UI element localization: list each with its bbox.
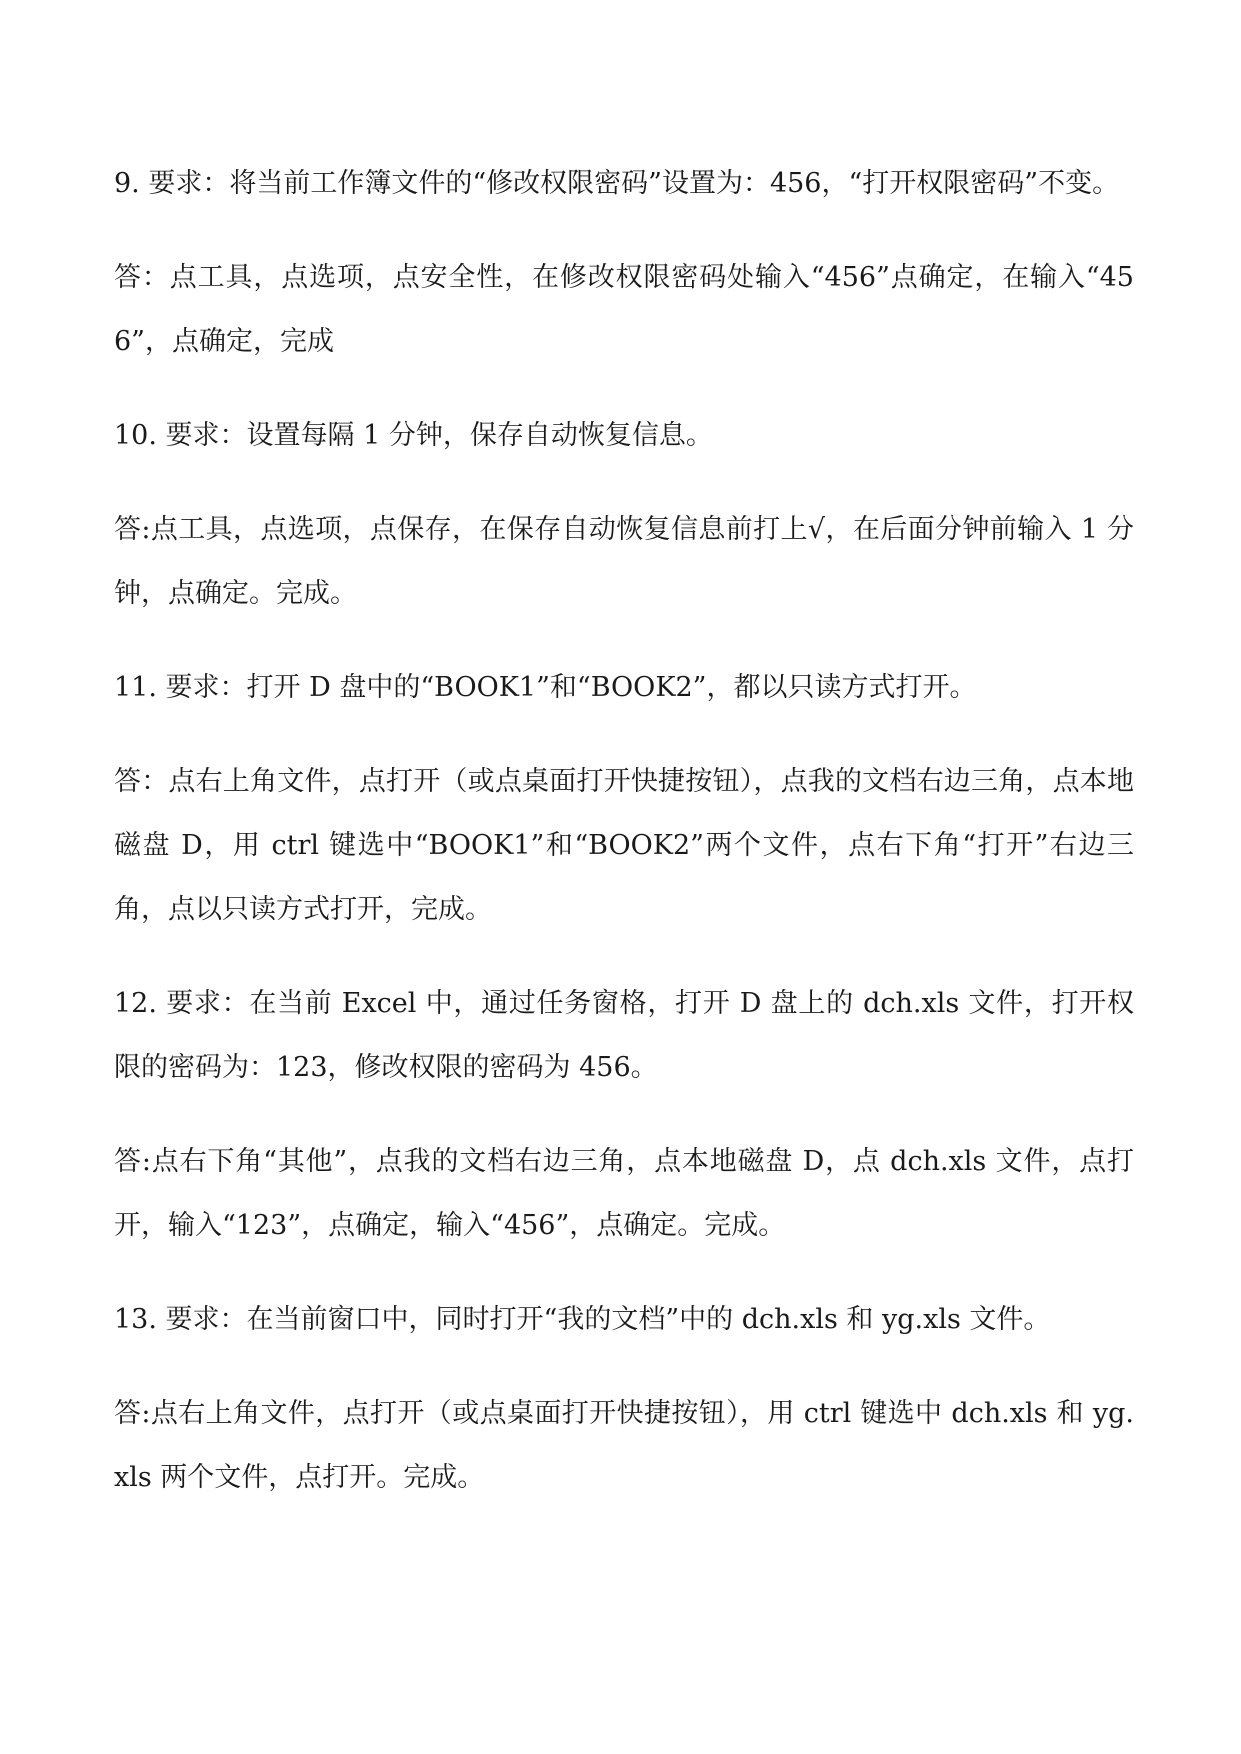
answer-9: 答：点工具，点选项，点安全性，在修改权限密码处输入“456”点确定，在输入“456”，点确定，完成	[114, 262, 1134, 357]
question-11: 11. 要求：打开 D 盘中的“BOOK1”和“BOOK2”，都以只读方式打开。	[114, 672, 977, 703]
question-9: 9. 要求：将当前工作簿文件的“修改权限密码”设置为：456，“打开权限密码”不变。	[114, 168, 1120, 199]
answer-13: 答:点右上角文件，点打开（或点桌面打开快捷按钮），用 ctrl 键选中 dch.xls 和 yg.xls 两个文件，点打开。完成。	[114, 1398, 1134, 1493]
question-13: 13. 要求：在当前窗口中，同时打开“我的文档”中的 dch.xls 和 yg.xls 文件。	[114, 1304, 1051, 1335]
question-12: 12. 要求：在当前 Excel 中，通过任务窗格，打开 D 盘上的 dch.xls 文件，打开权限的密码为：123，修改权限的密码为 456。	[114, 988, 1134, 1083]
question-10: 10. 要求：设置每隔 1 分钟，保存自动恢复信息。	[114, 420, 713, 451]
document-body	[114, 152, 1134, 1540]
answer-12: 答:点右下角“其他”，点我的文档右边三角，点本地磁盘 D，点 dch.xls 文件，点打开，输入“123”，点确定，输入“456”，点确定。完成。	[114, 1146, 1134, 1241]
answer-10: 答:点工具，点选项，点保存，在保存自动恢复信息前打上√，在后面分钟前输入 1 分钟，点确定。完成。	[114, 514, 1134, 609]
answer-11: 答：点右上角文件，点打开（或点桌面打开快捷按钮），点我的文档右边三角，点本地磁盘 D，用 ctrl 键选中“BOOK1”和“BOOK2”两个文件，点右下角“打开”右边三角，点以只读方式打开，完成。	[114, 766, 1134, 925]
